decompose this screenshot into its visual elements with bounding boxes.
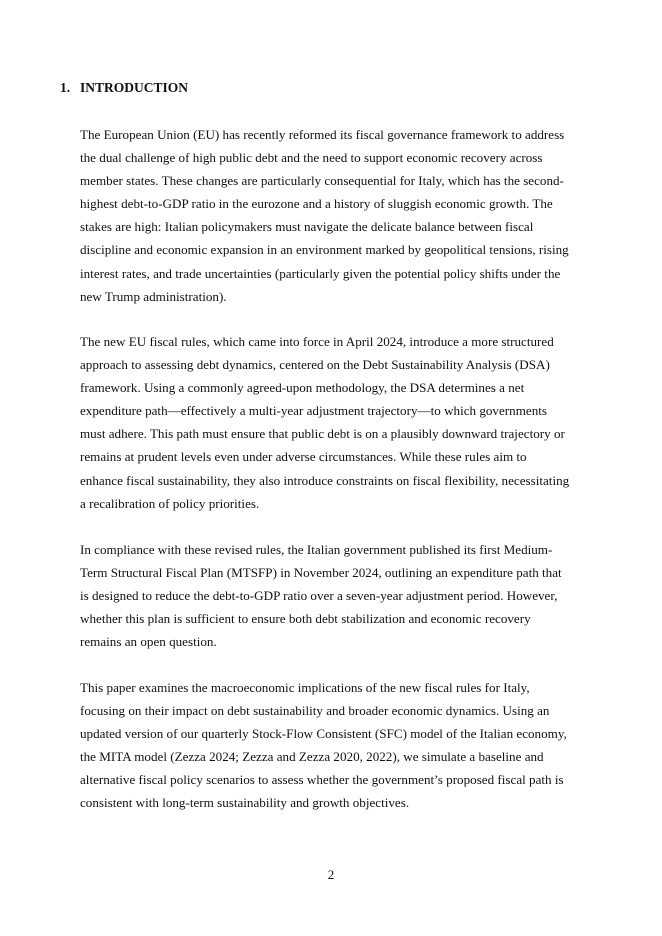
paragraph-line: consistent with long-term sustainability and growth objectives.	[80, 795, 410, 811]
paragraph-line: focusing on their impact on debt sustainability and broader economic dynamics. Using an	[80, 703, 550, 719]
paragraph-line: enhance fiscal sustainability, they also introduce constraints on fiscal flexibility, necessitating	[80, 472, 570, 488]
paragraph-line: Term Structural Fiscal Plan (MTSFP) in November 2024, outlining an expenditure path that	[80, 565, 562, 581]
paragraph-eu-fiscal-reform	[80, 123, 585, 308]
paragraph-line: new Trump administration).	[80, 288, 227, 304]
section-title: INTRODUCTION	[80, 80, 189, 95]
paragraph-line: is designed to reduce the debt-to-GDP ratio over a seven-year adjustment period. However,	[80, 588, 558, 604]
paragraph-line: The European Union (EU) has recently reformed its fiscal governance framework to address	[80, 127, 565, 142]
page-number: 2	[327, 867, 335, 882]
paragraph-line: expenditure path—effectively a multi-year adjustment trajectory—to which governments	[80, 403, 547, 419]
paragraph-line: approach to assessing debt dynamics, centered on the Debt Sustainability Analysis (DSA)	[80, 357, 550, 373]
paragraph-line: discipline and economic expansion in an environment marked by geopolitical tensions, rising	[80, 242, 569, 258]
paragraph-new-eu-rules	[80, 330, 585, 515]
paragraph-line: a recalibration of policy priorities.	[80, 495, 260, 511]
paragraph-line: highest debt-to-GDP ratio in the eurozone and a history of sluggish economic growth. The	[80, 196, 553, 212]
paragraph-line: In compliance with these revised rules, the Italian government published its first Medium-	[80, 542, 553, 557]
paragraph-line: whether this plan is sufficient to ensure both debt stabilization and economic recovery	[80, 611, 531, 627]
paragraph-mtsfp	[80, 538, 585, 653]
paragraph-line: the dual challenge of high public debt and the need to support economic recovery across	[80, 150, 543, 166]
paragraph-line: alternative fiscal policy scenarios to assess whether the government’s proposed fiscal path is	[80, 772, 564, 788]
section-number: 1.	[60, 80, 71, 95]
paragraph-line: The new EU fiscal rules, which came into force in April 2024, introduce a more structured	[80, 334, 554, 349]
paragraph-line: stakes are high: Italian policymakers must navigate the delicate balance between fiscal	[80, 219, 534, 235]
paragraph-line: the MITA model (Zezza 2024; Zezza and Zezza 2020, 2022), we simulate a baseline and	[80, 749, 544, 765]
paragraph-line: member states. These changes are particularly consequential for Italy, which has the second-	[80, 173, 564, 189]
paragraph-line: This paper examines the macroeconomic implications of the new fiscal rules for Italy,	[80, 680, 530, 695]
paragraph-line: interest rates, and trade uncertainties (particularly given the potential policy shifts under the	[80, 265, 561, 281]
paragraph-paper-overview	[80, 676, 585, 815]
paragraph-line: remains an open question.	[80, 634, 217, 650]
paragraph-line: remains at prudent levels even under adverse circumstances. While these rules aim to	[80, 449, 527, 465]
paragraph-line: framework. Using a commonly agreed-upon methodology, the DSA determines a net	[80, 380, 525, 396]
paragraph-line: updated version of our quarterly Stock-Flow Consistent (SFC) model of the Italian economy,	[80, 726, 567, 742]
paragraph-line: must adhere. This path must ensure that public debt is on a plausibly downward trajectory or	[80, 426, 565, 442]
section-heading	[60, 79, 188, 97]
